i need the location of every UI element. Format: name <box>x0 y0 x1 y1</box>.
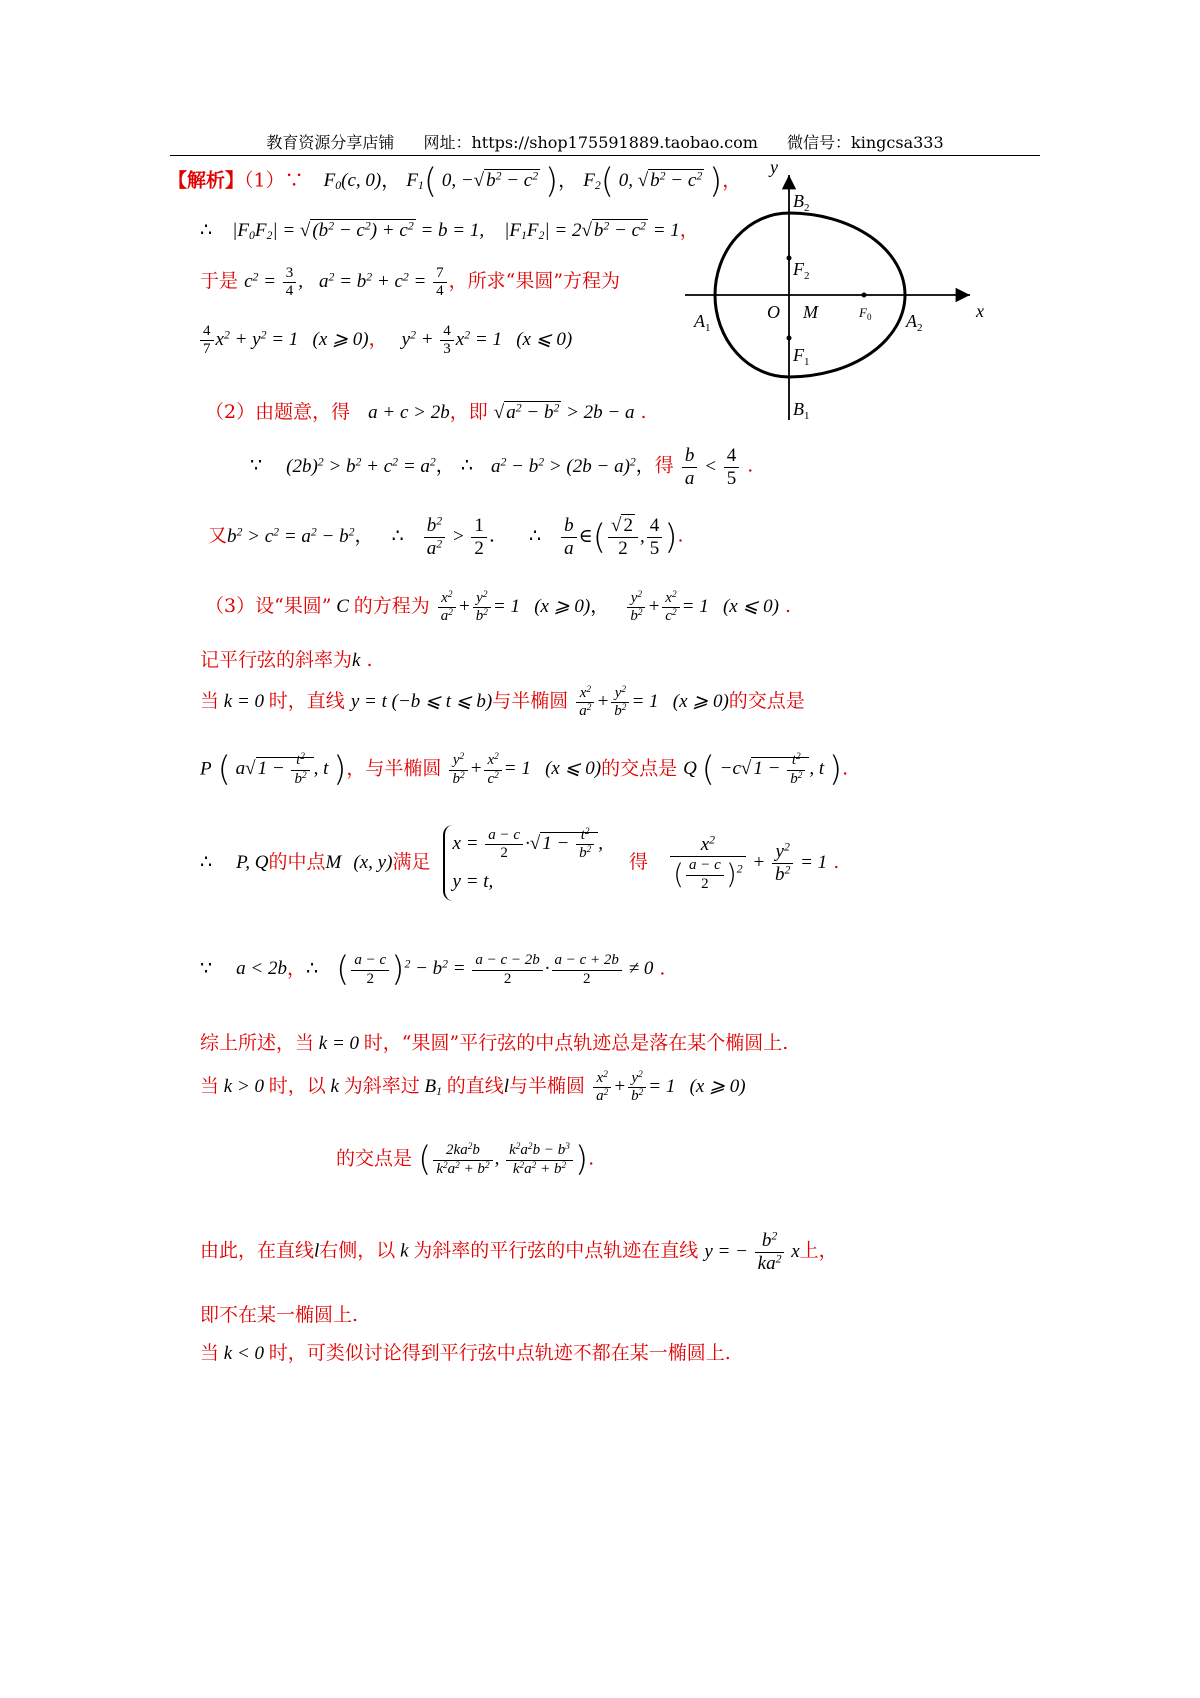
part3-line7: 综上所述，当 k = 0 时，“果圆”平行弦的中点轨迹总是落在某个椭圆上. <box>200 1032 789 1054</box>
part3-line11: 即不在某一椭圆上. <box>200 1304 359 1326</box>
part2-line1: （2）由题意，得 a + c > 2b，即 √ $a^2 - b^2 > 2b - a$ . <box>205 401 647 423</box>
part2-line2: ∵ $(2b)^2 > b^2 + c^2 = a^2$， ∴ $a^2 - b^2 > (2b - a)^2$，得 $\frac{b}{a}$ < $\frac{4}{5}$ . <box>250 445 754 489</box>
label-x: x <box>976 301 984 321</box>
label-y: y <box>770 157 778 177</box>
part3-line9: 的交点是 ( $\frac{2ka^2b}{k^2a^2 + b^2}$ , $\frac{k^2a^2b - b^3}{k^2a^2 + b^2}$ ). <box>336 1140 595 1180</box>
label-A2: $A_2$ <box>906 311 923 334</box>
part3-line1: （3）设“果圆” C 的方程为 $\frac{x^2}{a^2}$ + $\frac{y^2}{b^2}$ = 1 (x ⩾ 0)， $\frac{y^2}{b^2}$ + $\frac{x^2}{c^2}$ = 1 (x ⩽ 0) . <box>205 589 792 625</box>
label-F0: $F_0$ <box>859 305 872 322</box>
part3-line2: 记平行弦的斜率为k . <box>200 649 373 671</box>
label-F1: $F_1$ <box>793 345 810 368</box>
F2-point <box>787 256 792 261</box>
F0-point <box>862 293 867 298</box>
label-F2: $F_2$ <box>793 259 810 282</box>
part1-line1: 【解析】（1）∵ $F_0(c$, 0)， $F_1$( 0, −√ $b^2 - c^2$ )， $F_2$( 0, √ $b^2 - c^2$ )， <box>168 162 742 202</box>
part3-line6: ∵ a < 2b，∴ ( $\frac{a - c}{2}$ )$^2 - b^2$ = $\frac{a - c - 2b}{2}$ · $\frac{a - c + 2b}{2}$ ≠ 0 . <box>200 950 666 990</box>
page-header <box>170 130 1040 153</box>
label-A1: $A_1$ <box>694 311 711 334</box>
part3-line3: 当 k = 0 时，直线 y = t (−b ⩽ t ⩽ b)与半椭圆 $\frac{x^2}{a^2}$ + $\frac{y^2}{b^2}$ = 1 (x ⩾ 0)的交点是 <box>200 684 805 720</box>
label-O: O <box>767 302 780 322</box>
label-B1: $B_1$ <box>793 399 810 422</box>
part1-line4: $\frac{4}{7}$ $x^2 + y^2 = 1$ (x ⩾ 0)， $y^2$ + $\frac{4}{3}$ $x^2 = 1$ (x ⩽ 0) <box>198 323 572 359</box>
part3-line10: 由此，在直线l右侧，以 k 为斜率的平行弦的中点轨迹在直线 y = − $\frac{b^2}{ka^2}$ x上， <box>200 1229 838 1274</box>
part1-line3: 于是 $c^2$ = $\frac{3}{4}$ , $a^2 = b^2 + c^2$ = $\frac{7}{4}$ ，所求“果圆”方程为 <box>200 265 621 300</box>
part3-line12: 当 k < 0 时，可类似讨论得到平行弦中点轨迹不都在某一椭圆上. <box>200 1342 731 1364</box>
part1-line2: ∴ $|F_0F_2|$ = √ $(b^2 - c^2) + c^2 = b = 1$, $|F_1F_2| = 2√$ $b^2 - c^2 = 1$， <box>200 219 699 242</box>
part3-line4: P ( a√ 1 − $\frac{t^2}{b^2}$ , t )，与半椭圆 $\frac{y^2}{b^2}$ + $\frac{x^2}{c^2}$ = 1 (x ⩽ 0)的交点是 Q ( −c√ 1 − $\frac{t^2}{b^2}$ , t ). <box>200 750 849 790</box>
shop-name: 教育资源分享店铺 <box>266 133 395 152</box>
label-B2: $B_2$ <box>793 191 810 214</box>
shop-url[interactable]: 网址：https://shop175591889.taobao.com <box>423 133 758 152</box>
fruit-ellipse-figure <box>694 157 1040 425</box>
wechat-id: 微信号：kingcsa333 <box>787 133 944 152</box>
solution-tag: 【解析】 <box>168 169 245 192</box>
part2-line3: 又$b^2 > c^2 = a^2 - b^2$， ∴ $\frac{b^2}{a^2}$ > $\frac{1}{2}$ . ∴ $\frac{b}{a}$ ∈( $\frac{√ 2}{2}$ , $\frac{4}{5}$ ). <box>208 514 684 559</box>
label-M: M <box>803 302 818 322</box>
part3-line5: ∴ P, Q的中点M (x, y)满足 x = $\frac{a - c}{2}$ ·√ 1 − $\frac{t^2}{b^2}$ , y = t, 得 $x^2$ ( $\frac{a - c}{2}$ )$^2$ + $\frac{y^2}{b^2}$ = 1 . <box>200 825 839 901</box>
F1-point <box>787 336 792 341</box>
header-rule <box>170 155 1040 156</box>
part3-line8: 当 k > 0 时，以 k 为斜率过 $B_1$ 的直线l与半椭圆 $\frac{x^2}{a^2}$ + $\frac{y^2}{b^2}$ = 1 (x ⩾ 0) <box>200 1069 746 1105</box>
